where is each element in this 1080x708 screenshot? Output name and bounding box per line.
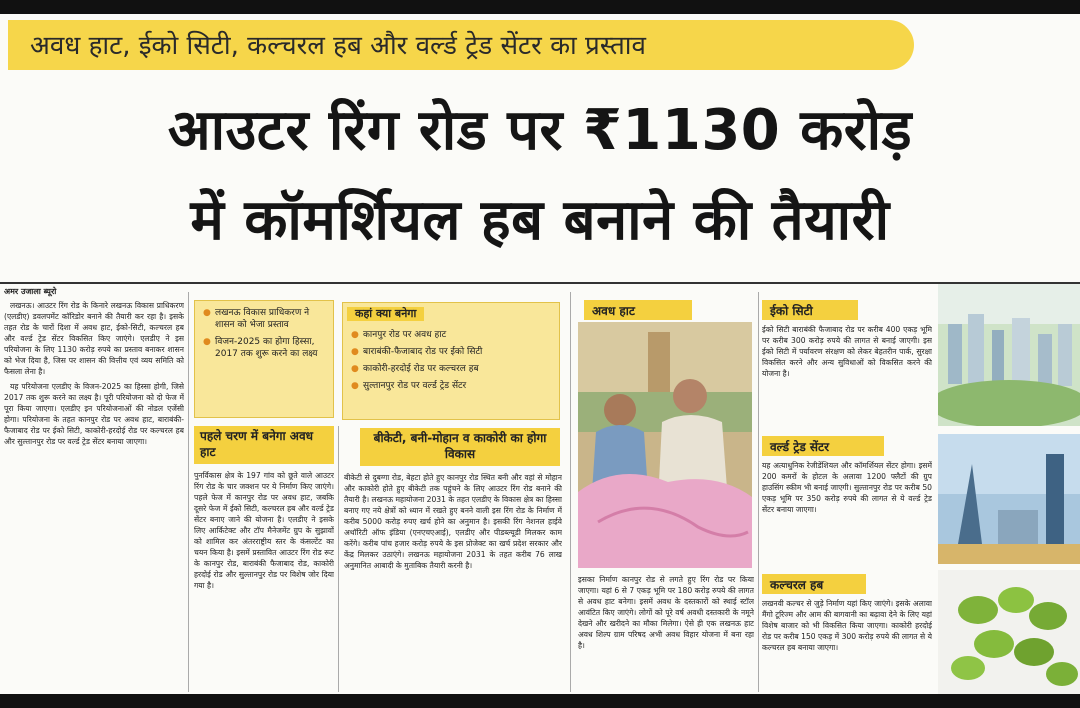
column-divider bbox=[758, 292, 759, 692]
newspaper-page bbox=[0, 14, 1080, 694]
headline-rule bbox=[0, 282, 1080, 284]
intro-paragraph: लखनऊ। आउटर रिंग रोड के किनारे लखनऊ विकास प्राधिकरण (एलडीए) डवलपमेंट कॉरिडोर बनाने की तैयारी कर रहा है। इसके तहत रोड के चारों दिशा में अवध हाट, ईको-सिटी, कल्चरल हब और वर्ल्ड ट्रेड सेंटर विकसित किए जाएंगे। एलडीए ने इस परियोजना के लिए 1130 करोड़ रुपये का प्रस्ताव बनाकर शासन को भेज दिया है, जिस पर शासन की वित्तीय एवं व्यय समिति को फैसला लेना है। bbox=[4, 301, 184, 376]
headline-line-2: में कॉमर्शियल हब बनाने की तैयारी bbox=[190, 188, 890, 253]
byline: अमर उजाला ब्यूरो bbox=[4, 287, 57, 296]
kicker-banner: अवध हाट, ईको सिटी, कल्चरल हब और वर्ल्ड ट्रेड सेंटर का प्रस्ताव bbox=[8, 20, 914, 70]
factbox-item: ● लखनऊ विकास प्राधिकरण ने शासन को भेजा प्रस्ताव bbox=[203, 307, 325, 331]
bkt-heading: बीकेटी, बनी-मोहान व काकोरी का होगा विकास bbox=[360, 428, 560, 466]
phase1-heading: पहले चरण में बनेगा अवध हाट bbox=[194, 426, 334, 464]
wtc-text: यह अत्याधुनिक रेजीडेंशियल और कॉमर्शियल सेंटर होगा। इसमें 200 कमरों के होटल के अलावा 1200 फ्लैटों की ग्रुप हाउसिंग स्कीम भी बनाई जाएगी। सुल्तानपुर रोड पर करीब 50 एकड़ भूमि पर 350 करोड़ रुपये की लागत से ये वर्ल्ड ट्रेड सेंटर बनाया जाएगा। bbox=[762, 461, 932, 514]
eco-heading: ईको सिटी bbox=[762, 300, 858, 320]
artisans-photo bbox=[578, 322, 752, 568]
column-divider bbox=[570, 292, 571, 692]
where-title: कहां क्या बनेगा bbox=[347, 307, 424, 321]
eco-text: ईको सिटी बाराबंकी फैजाबाद रोड पर करीब 400 एकड़ भूमि पर करीब 300 करोड़ रुपये की लागत से बनाई जाएगी। इस ईको सिटी में पर्यावरण संरक्षण को लेकर बेहतरीन पार्क, सुरक्षा विकसित करने और अन्य सुविधाओं को विकसित करने की योजना है। bbox=[762, 325, 932, 378]
bkt-text: बीकेटी से दुबग्गा रोड, बेहटा होते हुए कानपुर रोड स्थित बनी और वहां से मोहान और काकोरी होते हुए बीकेटी तक पहुंचने के लिए आउटर रिंग रोड बनाने की तैयारी है। लखनऊ महायोजना 2031 के तहत एलडीए के विकास क्षेत्र का हिस्सा बनाए गए नये क्षेत्रों को ध्यान में रखते हुए बनने वाली इस रिंग रोड के निर्माण में करीब 5000 करोड़ रुपए खर्च होने का अनुमान है। इसकी रिंग नेशनल हाईवे अथॉरिटी ऑफ इंडिया (एनएचएआई), एलडीए और पीडब्ल्यूडी मिलकर काम करेंगे। करीब पांच हजार करोड़ रुपये के इस प्रोजेक्ट का खर्च प्रदेश सरकार और केंद्र मिलकर उठाएंगे। लखनऊ महायोजना 2031 के तहत करीब 76 लाख अनुमानित आबादी के मुताबिक तैयारी करनी है। bbox=[344, 473, 562, 570]
where-item: ● बाराबंकी-फैजाबाद रोड पर ईको सिटी bbox=[351, 346, 551, 358]
culture-heading: कल्चरल हब bbox=[762, 574, 866, 594]
column-divider bbox=[338, 426, 339, 692]
where-box bbox=[342, 302, 560, 420]
headline-line-1: आउटर रिंग रोड पर ₹1130 करोड़ bbox=[167, 98, 913, 163]
factbox-item: ● विजन-2025 का होगा हिस्सा, 2017 तक शुरू करने का लक्ष्य bbox=[203, 336, 325, 360]
phase1-text: पुनर्विकास क्षेत्र के 197 गांव को छूते वाले आउटर रिंग रोड के चार जक्शन पर ये निर्माण किए जाएंगे। पहले फेज में कानपुर रोड पर अवध हाट, जबकि दूसरे फेज में ईको सिटी, कल्चरल हब और वर्ल्ड ट्रेड सेंटर बनाए जाने की योजना है। एलडीए ने इसके लिए आर्किटेक्ट और टॉप मैनेजमेंट ग्रुप के सुझावों को शामिल कर अंतरराष्ट्रीय स्तर के कंसल्टेंट का चयन किया है। इसमें प्रस्तावित आउटर रिंग रोड रूट के कानपुर रोड, बाराबंकी फैजाबाद रोड, काकोरी हरदोई रोड और सुल्तानपुर रोड पर विशेष जोर दिया गया है। bbox=[194, 471, 334, 590]
where-item: ● सुल्तानपुर रोड पर वर्ल्ड ट्रेड सेंटर bbox=[351, 380, 551, 392]
awadh-text: इसका निर्माण कानपुर रोड से लगते हुए रिंग रोड पर किया जाएगा। यहां 6 से 7 एकड़ भूमि पर 180 करोड़ रुपये की लागत से अवध हाट बनेगा। इसमें अवध के दस्तकारों को स्थाई स्टॉल आवंटित किए जाएंगे। लोगों को पूरे वर्ष अवधी दस्तकारी के नमूने देखने और खरीदने का मौका मिलेगा। ऐसे ही एक लखनऊ हाट अवध शिल्प ग्राम परिषद अभी अवध विहार योजना में बना रहा है। bbox=[578, 575, 754, 650]
wtc-heading: वर्ल्ड ट्रेड सेंटर bbox=[762, 436, 884, 456]
awadh-heading: अवध हाट bbox=[584, 300, 692, 320]
mangoes-photo bbox=[938, 570, 1080, 694]
culture-text: लखनवी कल्चर से जुड़े निर्माण यहां किए जाएंगे। इसके अलावा मैंगो टूरिज्म और आम की बागवानी का बढ़ावा देने के लिए यहां विशेष बाजार को भी विकसित किया जाएगा। काकोरी हरदोई रोड पर करीब 150 एकड़ में 300 करोड़ रुपये की लागत से ये कल्चरल हब बनाया जाएगा। bbox=[762, 599, 932, 652]
eco-city-render bbox=[938, 284, 1080, 426]
where-item: ● कानपुर रोड पर अवध हाट bbox=[351, 329, 551, 341]
wtc-tower-render bbox=[938, 434, 1080, 564]
intro-paragraph-2: यह परियोजना एलडीए के विजन-2025 का हिस्सा होगी, जिसे 2017 तक शुरू करने का लक्ष्य है। पूरी परियोजना को दो फेज में पूरा किया जाएगा। एलडीए इन परियोजनाओं की नोडल एजेंसी होगा। परियोजना के तहत कानपुर रोड पर अवध हाट, बाराबंकी-फैजाबाद रोड पर ईको सिटी, काकोरी-हरदोई रोड पर कल्चरल हब और सुल्तानपुर रोड पर वर्ल्ड ट्रेड सेंटर बनाया जाएगा। bbox=[4, 382, 184, 446]
column-intro bbox=[4, 300, 184, 690]
column-divider bbox=[188, 292, 189, 692]
factbox bbox=[194, 300, 334, 418]
where-item: ● काकोरी-हरदोई रोड पर कल्चरल हब bbox=[351, 363, 551, 375]
